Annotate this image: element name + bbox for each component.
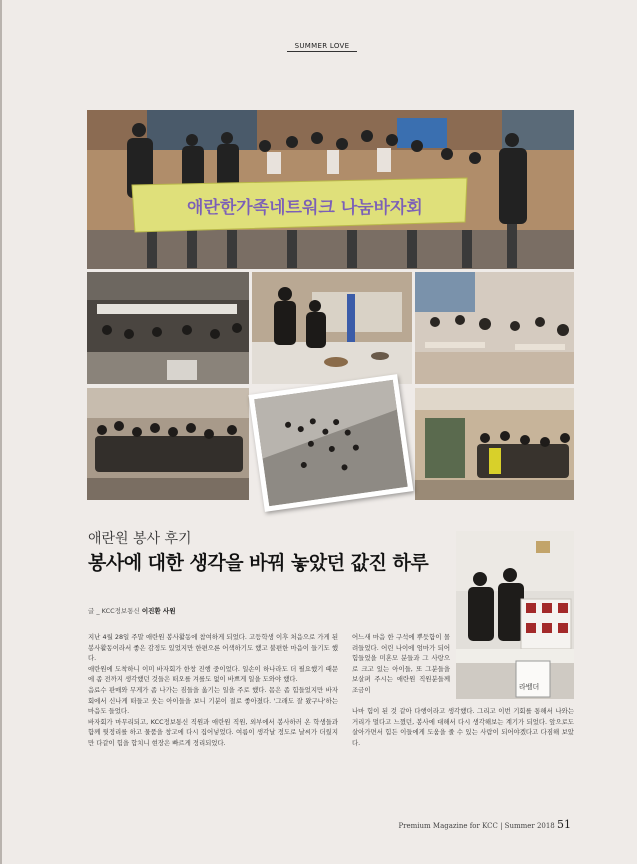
photo-group-indoor (87, 388, 249, 500)
photo-two-volunteers (456, 531, 574, 699)
body-paragraph: 애란원에 도착하니 이미 바자회가 한창 진행 중이었다. 일손이 하나라도 더 필요했기 때문에 좀 전까지 생각했던 것들은 떠오를 겨를도 없이 바쁘게 일을 도와야 했다. (88, 664, 338, 684)
photo-hallway-crowd (415, 388, 574, 500)
body-left-column (88, 632, 338, 749)
photo-dining (415, 272, 574, 384)
page-number: 51 (557, 818, 571, 831)
body-paragraph: 지난 4월 28일 주말 애란원 봉사활동에 참여하게 되었다. 고등학생 이후 처음으로 가게 된 봉사활동이라서 좋은 감정도 있었지만 한편으론 어색하기도 했고 불편한 마음이 들기도 했다. (88, 633, 338, 663)
byline-author: 이진환 사원 (141, 607, 176, 615)
photo-kitchen-volunteers (87, 272, 249, 384)
article-title: 봉사에 대한 생각을 바꿔 놓았던 값진 하루 (88, 552, 429, 574)
footer-text: Premium Magazine for KCC | Summer 2018 (398, 822, 555, 830)
byline (88, 606, 176, 615)
byline-prefix: 글 _ KCC정보통신 (88, 607, 142, 615)
body-right-column-narrow (352, 632, 450, 696)
group-photo-banner (87, 110, 574, 269)
body-paragraph: 바자회가 마무리되고, KCC정보통신 직원과 애란원 직원, 외부에서 봉사하러 온 학생들과 함께 뒷정리를 하고 물품을 창고에 다시 집어넣었다. 여름이 생각날 정도로 날씨가 더웠지만 다같이 힘을 합치니 현장은 빠르게 정리되었다. (88, 717, 338, 747)
body-paragraph: 어느새 마음 한 구석에 뿌듯함이 몰려들었다. 어린 나이에 엄마가 되어 힘들었을 미혼모 분들과 그 사랑으로 크고 있는 아이들, 또 그분들을 보살펴 주시는 애란원 직원분들께 조금이 (352, 633, 450, 694)
body-paragraph: 음료수 판매와 무게가 좀 나가는 짐들을 옮기는 일을 주로 했다. 몸은 좀 힘들었지만 바자회에서 신나게 떠들고 웃는 아이들을 보니 기분이 절로 좋아졌다. '그래도 잘 왔구나'하는 마음도 들었다. (88, 685, 338, 716)
article-subtitle: 애란원 봉사 후기 (88, 531, 192, 547)
body-right-column-wide (352, 706, 574, 748)
body-paragraph: 나마 힘이 된 것 같아 다행이라고 생각했다. 그리고 이번 기회를 통해서 나와는 거리가 멀다고 느꼈던, 봉사에 대해서 다시 생각해보는 계기가 되었다. 앞으로도 살아가면서 힘든 이들에게 도움을 줄 수 있는 사람이 되어야겠다고 다짐해 보았다. (352, 707, 574, 747)
banner-text: 애란한가족네트워크 나눔바자회 (187, 198, 423, 218)
page-footer (398, 818, 571, 831)
side-photo-sign: 라벨더 (519, 683, 540, 691)
photo-cooking (252, 272, 412, 384)
section-tag: SUMMER LOVE (287, 42, 357, 52)
photo-top-view-tilted (249, 374, 414, 512)
